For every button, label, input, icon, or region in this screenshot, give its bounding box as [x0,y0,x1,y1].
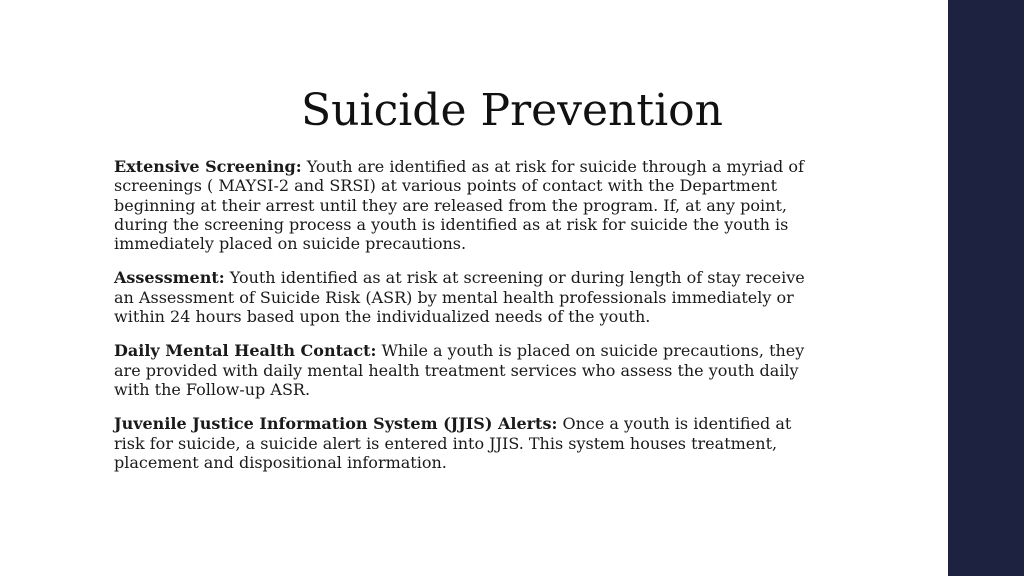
paragraph-text: Youth are identified as at risk for suicide through a myriad of screenings ( MAYSI-2 and SRSI) at various points of contact with the Department beginning at their arrest until they are released from the program. If, at any point, during the screening process a youth is identified as at risk for suicide the youth is immediately placed on suicide precautions. [114,157,804,254]
paragraph-label: Juvenile Justice Information System (JJIS) Alerts: [114,414,558,434]
slide-title: Suicide Prevention [301,85,723,136]
paragraph-text: Once a youth is identified at risk for suicide, a suicide alert is entered into JJIS. This system houses treatment, placement and dispositional information. [114,414,792,472]
paragraph-label: Daily Mental Health Contact: [114,341,377,361]
paragraph-text: Youth identified as at risk at screening or during length of stay receive an Assessment of Suicide Risk (ASR) by mental health professionals immediately or within 24 hours based upon the individualized needs of the youth. [114,268,805,327]
paragraph-daily-mental-health-contact [114,341,819,399]
paragraph-label: Assessment: [114,268,225,288]
slide-body [114,157,819,487]
paragraph-assessment [114,268,819,326]
paragraph-label: Extensive Screening: [114,157,302,176]
paragraph-text: While a youth is placed on suicide precautions, they are provided with daily mental health treatment services who assess the youth daily with the Follow-up ASR. [114,341,805,399]
paragraph-jjis-alerts [114,414,819,472]
paragraph-extensive-screening [114,157,819,253]
